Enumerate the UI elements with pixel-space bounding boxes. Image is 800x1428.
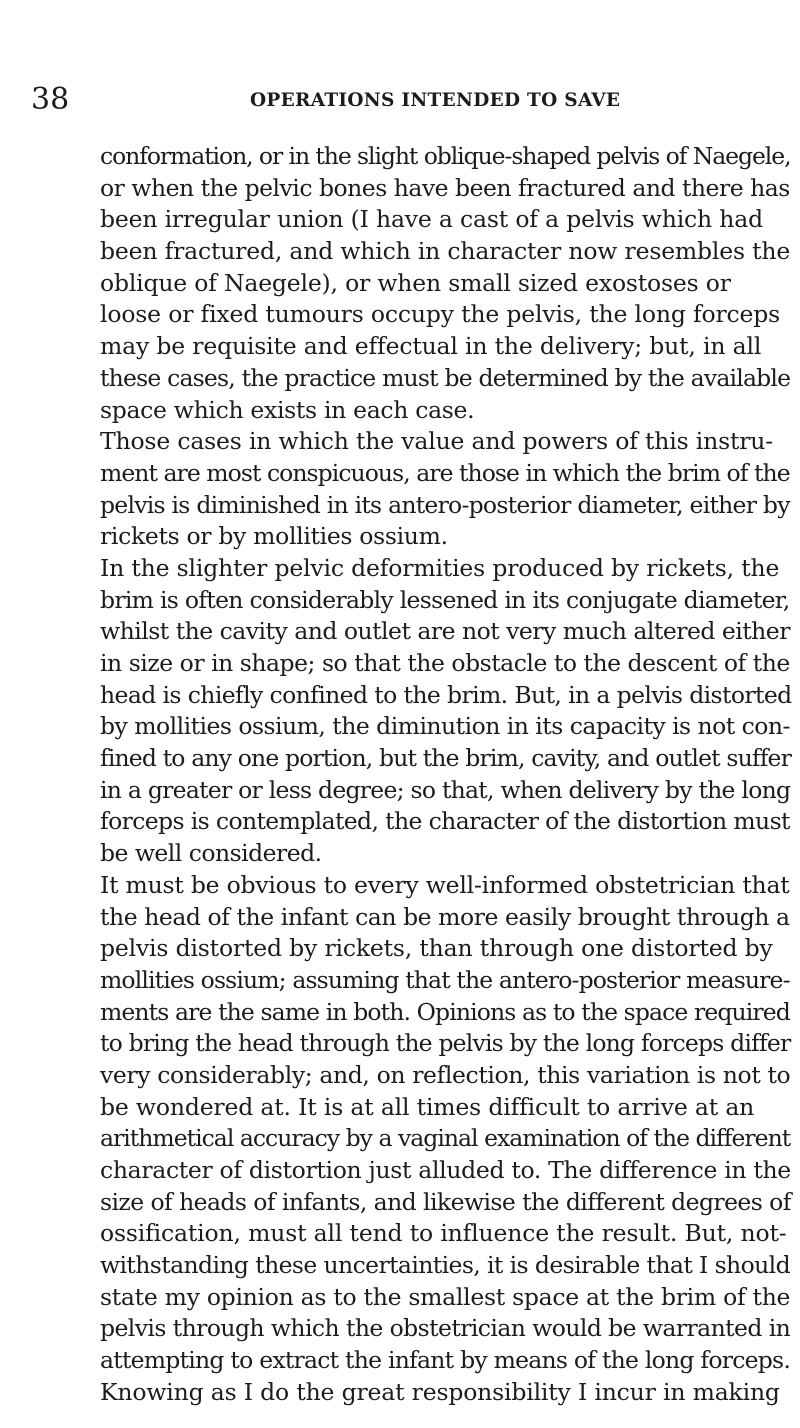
text-line: these cases, the practice must be determined by the available	[100, 363, 791, 392]
text-line: pelvis is diminished in its antero-posterior diameter, either by	[100, 490, 790, 519]
text-line: ments are the same in both. Opinions as to the space required	[100, 997, 790, 1026]
text-line: head is chiefly confined to the brim. But, in a pelvis distorted	[100, 680, 792, 709]
text-line: oblique of Naegele), or when small sized exostoses or	[100, 268, 731, 297]
text-line: ossification, must all tend to influence the result. But, not-	[100, 1219, 787, 1248]
text-line: to bring the head through the pelvis by the long forceps differ	[100, 1029, 791, 1058]
text-line: be wondered at. It is at all times difficult to arrive at an	[100, 1092, 755, 1121]
text-line: rickets or by mollities ossium.	[100, 522, 448, 551]
text-line: by mollities ossium, the diminution in its capacity is not con-	[100, 712, 790, 741]
text-line: It must be obvious to every well-informed obstetrician that	[100, 870, 790, 899]
text-line: state my opinion as to the smallest space at the brim of the	[100, 1282, 791, 1311]
text-line: pelvis through which the obstetrician would be warranted in	[100, 1314, 791, 1343]
text-line: attempting to extract the infant by means of the long forceps.	[100, 1346, 791, 1375]
running-head: OPERATIONS INTENDED TO SAVE	[250, 90, 621, 111]
text-line: or when the pelvic bones have been fractured and there has	[100, 173, 790, 202]
text-line: arithmetical accuracy by a vaginal examination of the different	[100, 1124, 791, 1153]
text-line: in a greater or less degree; so that, when delivery by the long	[100, 775, 791, 804]
text-line: be well considered.	[100, 839, 322, 868]
text-line: mollities ossium; assuming that the antero-posterior measure-	[100, 965, 790, 994]
text-line: very considerably; and, on reflection, this variation is not to	[100, 1060, 791, 1089]
text-line: forceps is contemplated, the character of the distortion must	[100, 807, 790, 836]
text-line: conformation, or in the slight oblique-shaped pelvis of Naegele,	[100, 142, 791, 170]
text-line: brim is often considerably lessened in its conjugate diameter,	[100, 585, 790, 614]
text-line: may be requisite and effectual in the delivery; but, in all	[100, 332, 762, 361]
text-line: Those cases in which the value and powers of this instru-	[100, 427, 774, 456]
text-line: loose or fixed tumours occupy the pelvis, the long forceps	[100, 300, 781, 329]
text-line: character of distortion just alluded to. The difference in the	[100, 1156, 791, 1184]
text-line: size of heads of infants, and likewise the different degrees of	[100, 1187, 791, 1216]
text-line: been fractured, and which in character now resembles the	[100, 237, 791, 266]
page-number: 38	[31, 82, 70, 117]
text-line: the head of the infant can be more easily brought through a	[100, 902, 790, 931]
text-line: withstanding these uncertainties, it is desirable that I should	[100, 1251, 791, 1280]
text-line: In the slighter pelvic deformities produced by rickets, the	[100, 553, 780, 582]
text-line: been irregular union (I have a cast of a pelvis which had	[100, 205, 763, 234]
text-line: pelvis distorted by rickets, than through one distorted by	[100, 934, 773, 963]
text-line: whilst the cavity and outlet are not very much altered either	[100, 617, 790, 646]
text-line: Knowing as I do the great responsibility I incur in making	[100, 1377, 780, 1406]
text-line: in size or in shape; so that the obstacle to the descent of the	[100, 649, 790, 677]
text-line: fined to any one portion, but the brim, cavity, and outlet suffer	[100, 744, 792, 773]
body-text	[100, 141, 800, 1409]
text-line: ment are most conspicuous, are those in which the brim of the	[100, 458, 790, 487]
text-line: space which exists in each case.	[100, 395, 475, 424]
